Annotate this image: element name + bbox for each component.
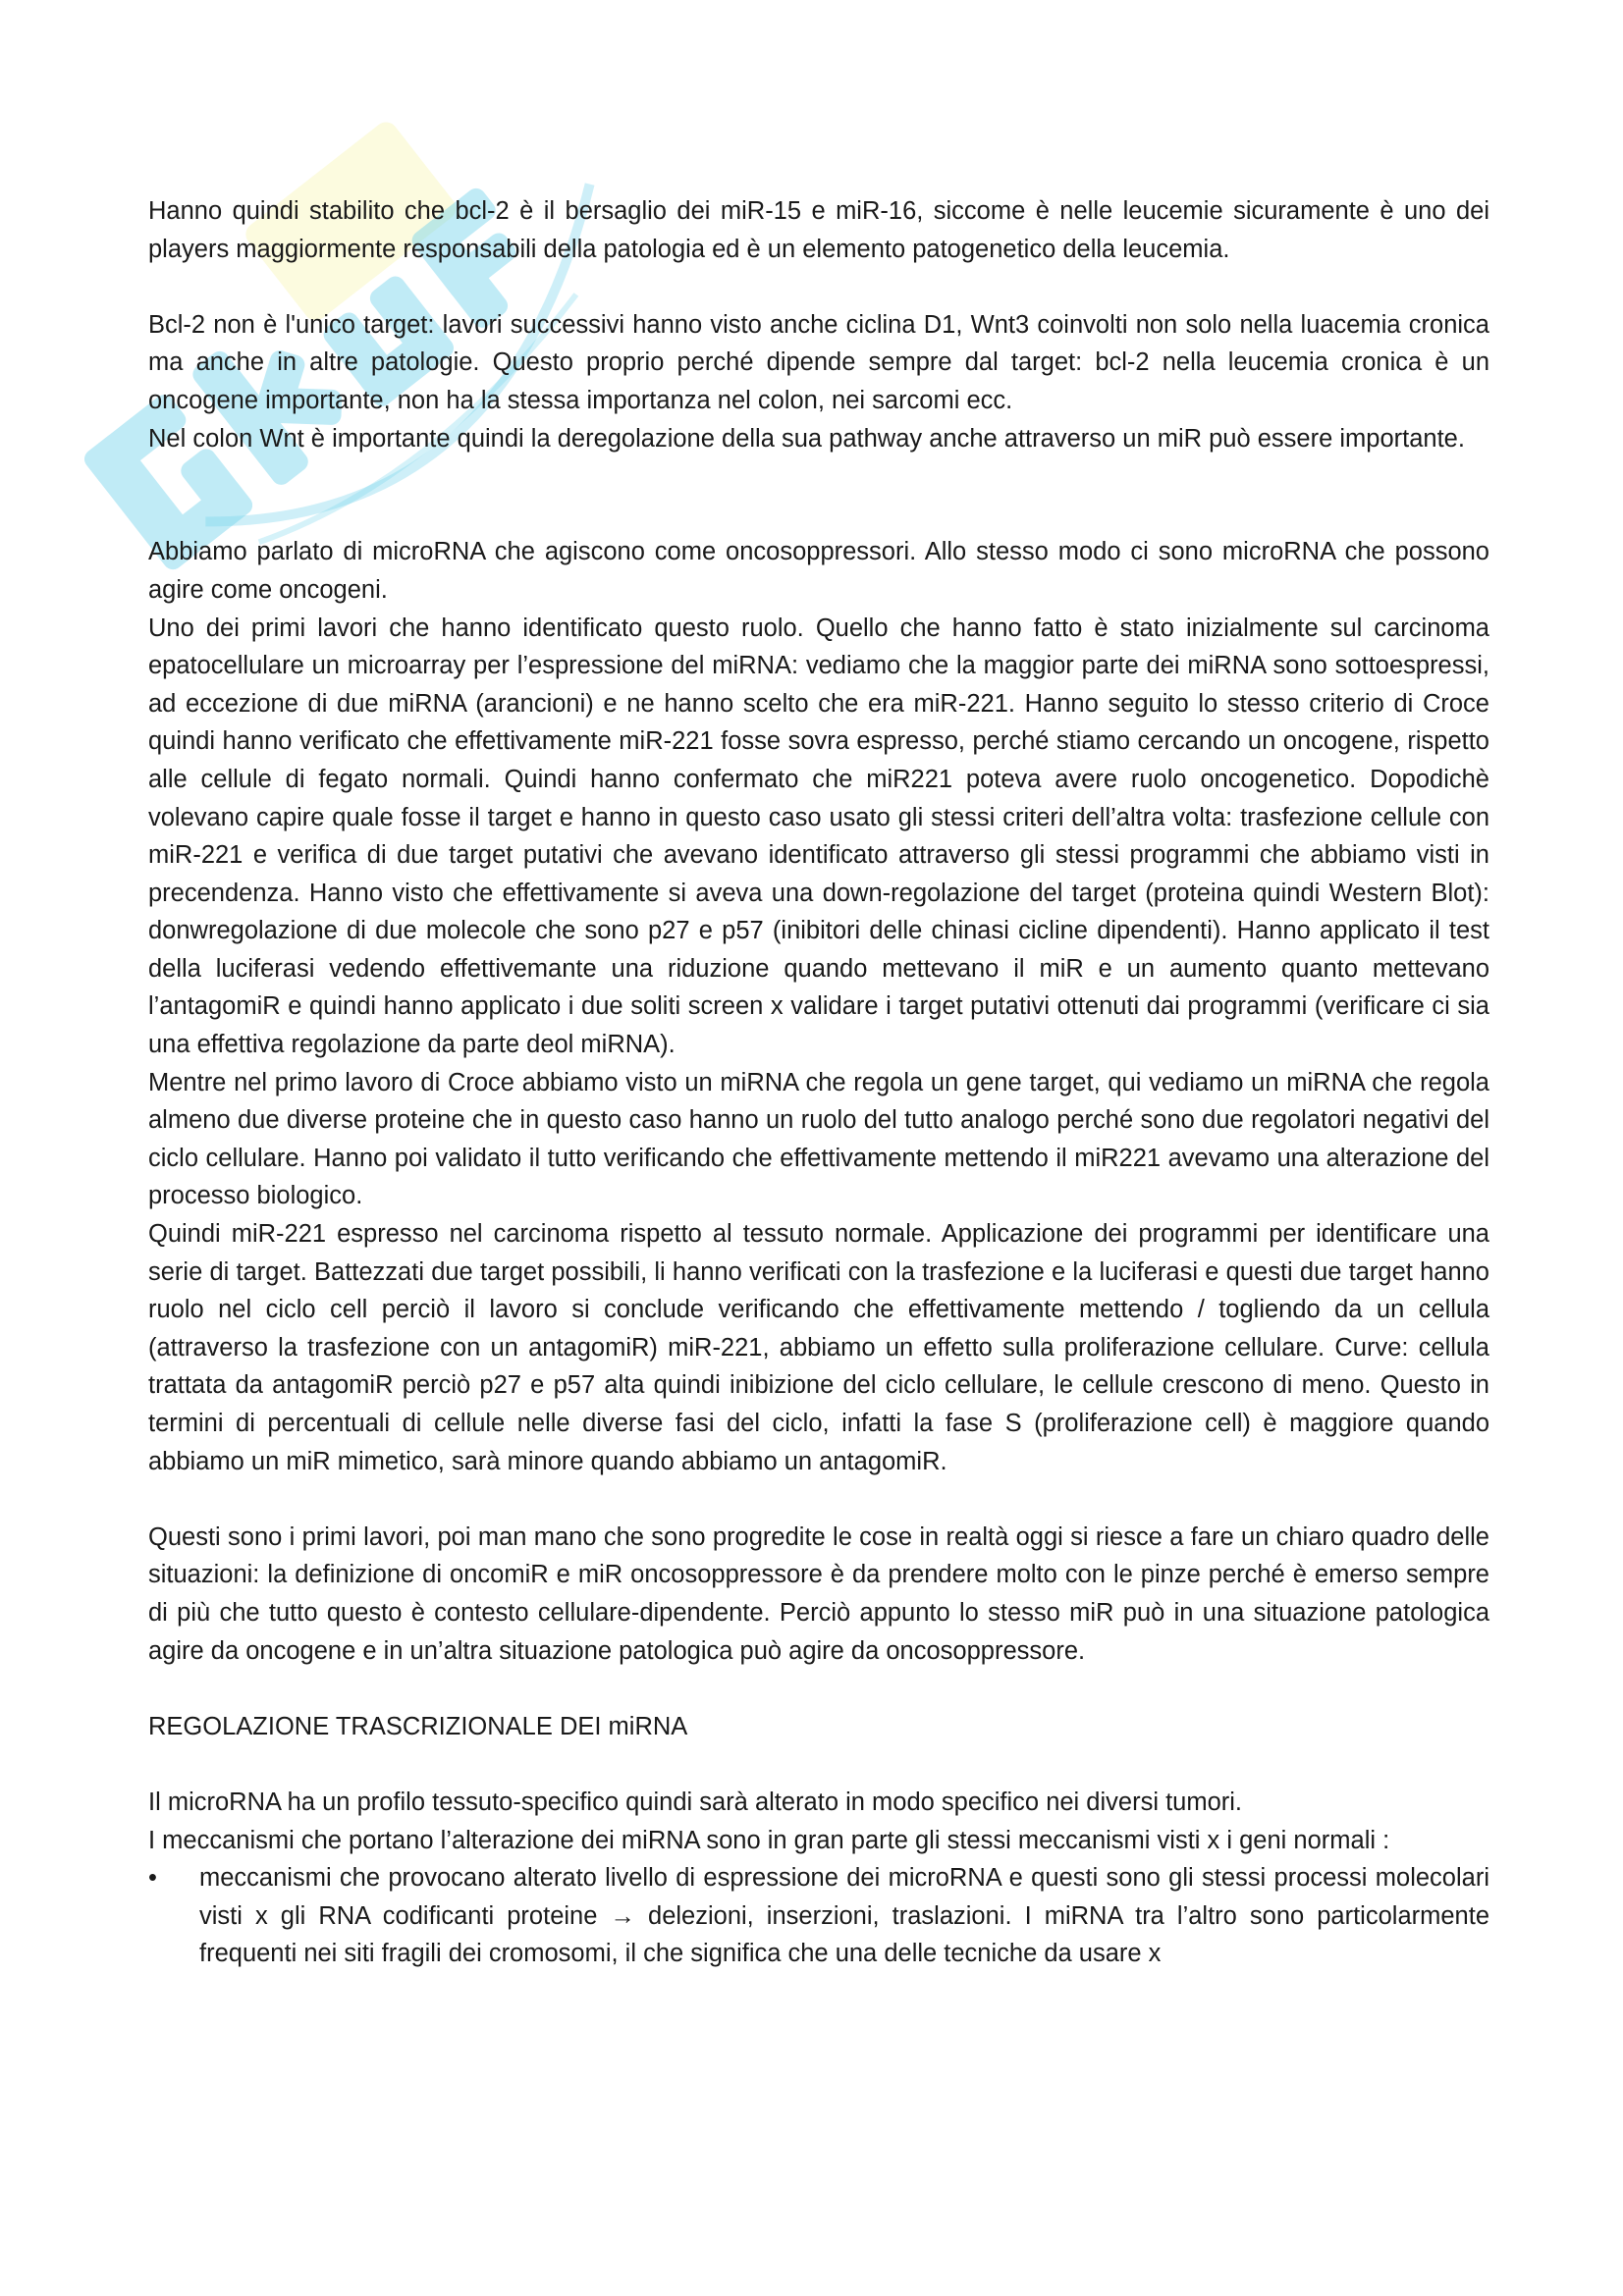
paragraph-gap (148, 1480, 1489, 1519)
paragraph-mir221-study: Uno dei primi lavori che hanno identificato questo ruolo. Quello che hanno fatto è stato inizialmente sul carcinoma epatocellulare un microarray per l’espressione del miRNA: vediamo che la maggior parte dei miRNA sono sottoespressi, ad eccezione di due miRNA (arancioni) e ne hanno scelto che era miR-221. Hanno seguito lo stesso criterio di Croce quindi hanno verificato che effettivamente miR-221 fosse sovra espresso, perché stiamo cercando un oncogene, rispetto alle cellule di fegato normali. Quindi hanno confermato che miR221 poteva avere ruolo oncogenetico. Dopodichè volevano capire quale fosse il target e hanno in questo caso usato gli stessi criteri dell’altra volta: trasfezione cellule con miR-221 e verifica di due target putativi che avevano identificato attraverso gli stessi programmi che abbiamo visti in precendenza. Hanno visto che effettivamente si aveva una down-regolazione del target (proteina quindi Western Blot): donwregolazione di due molecole che sono p27 e p57 (inibitori delle chinasi cicline dipendenti). Hanno applicato il test della luciferasi vedendo effettivemante una riduzione quando mettevano il miR e un aumento quanto mettevano l’antagomiR e quindi hanno applicato i due soliti screen x validare i target putativi ottenuti dai programmi (verificare ci sia una effettiva regolazione da parte deol miRNA). (148, 614, 1489, 1059)
paragraph-oncomir-intro: Abbiamo parlato di microRNA che agiscono come oncosoppressori. Allo stesso modo ci sono microRNA che possono agire come oncogeni. (148, 538, 1489, 604)
paragraph-gap (148, 496, 1489, 534)
paragraph-gap (148, 1670, 1489, 1708)
paragraph-mechanisms: I meccanismi che portano l’alterazione dei miRNA sono in gran parte gli stessi meccanismi visti x i geni normali : (148, 1826, 1390, 1854)
paragraph-wnt-colon: Nel colon Wnt è importante quindi la deregolazione della sua pathway anche attraverso un miR può essere importante. (148, 424, 1465, 453)
section-heading: REGOLAZIONE TRASCRIZIONALE DEI miRNA (148, 1712, 688, 1740)
paragraph-gap (148, 1745, 1489, 1784)
paragraph-gap (148, 268, 1489, 306)
bullet-text: meccanismi che provocano alterato livello di espressione dei microRNA e questi sono gli stessi processi molecolari visti x gli RNA codificanti proteine → delezioni, inserzioni, traslazioni. I miRNA tra l’altro sono particolarmente frequenti nei siti fragili dei cromosomi, il che significa che una delle tecniche da usare x (199, 1864, 1489, 1968)
document-page (148, 192, 1489, 1973)
bullet-marker: • (148, 1864, 157, 1893)
bullet-list (148, 1859, 1489, 1973)
paragraph-mir221-summary: Quindi miR-221 espresso nel carcinoma rispetto al tessuto normale. Applicazione dei programmi per identificare una serie di target. Battezzati due target possibili, li hanno verificati con la trasfezione e la luciferasi e questi due target hanno ruolo nel ciclo cell perciò il lavoro si conclude verificando che effettivamente mettendo / togliendo da un cellula (attraverso la trasfezione con un antagomiR) miR-221, abbiamo un effetto sulla proliferazione cellulare. Curve: cellula trattata da antagomiR perciò p27 e p57 alta quindi inibizione del ciclo cellulare, le cellule crescono di meno. Questo in termini di percentuali di cellule nelle diverse fasi del ciclo, infatti la fase S (proliferazione cell) è maggiore quando abbiamo un miR mimetico, sarà minore quando abbiamo un antagomiR. (148, 1220, 1489, 1475)
paragraph-croce-comparison: Mentre nel primo lavoro di Croce abbiamo visto un miRNA che regola un gene target, qui vediamo un miRNA che regola almeno due diverse proteine che in questo caso hanno un ruolo del tutto analogo perché sono due regolatori negativi del ciclo cellulare. Hanno poi validato il tutto verificando che effettivamente mettendo il miR221 avevamo una alterazione del processo biologico. (148, 1068, 1489, 1210)
paragraph-tissue-specific: Il microRNA ha un profilo tessuto-specifico quindi sarà alterato in modo specifico nei diversi tumori. (148, 1788, 1243, 1816)
list-item (148, 1859, 1489, 1973)
paragraph-bcl2-target: Hanno quindi stabilito che bcl-2 è il bersaglio dei miR-15 e miR-16, siccome è nelle leucemie sicuramente è uno dei players maggiormente responsabili della patologia ed è un elemento patogenetico della leucemia. (148, 197, 1489, 263)
paragraph-gap (148, 457, 1489, 496)
paragraph-context-dependence: Questi sono i primi lavori, poi man mano che sono progredite le cose in realtà oggi si riesce a fare un chiaro quadro delle situazioni: la definizione di oncomiR e miR oncosoppressore è da prendere molto con le pinze perché è emerso sempre di più che tutto questo è contesto cellulare-dipendente. Perciò appunto lo stesso miR può in una situazione patologica agire da oncogene e in un’altra situazione patologica può agire da oncosoppressore. (148, 1522, 1489, 1665)
paragraph-other-targets: Bcl-2 non è l'unico target: lavori successivi hanno visto anche ciclina D1, Wnt3 coinvolti non solo nella luacemia cronica ma anche in altre patologie. Questo proprio perché dipende sempre dal target: bcl-2 nella leucemia cronica è un oncogene importante, non ha la stessa importanza nel colon, nei sarcomi ecc. (148, 310, 1489, 414)
